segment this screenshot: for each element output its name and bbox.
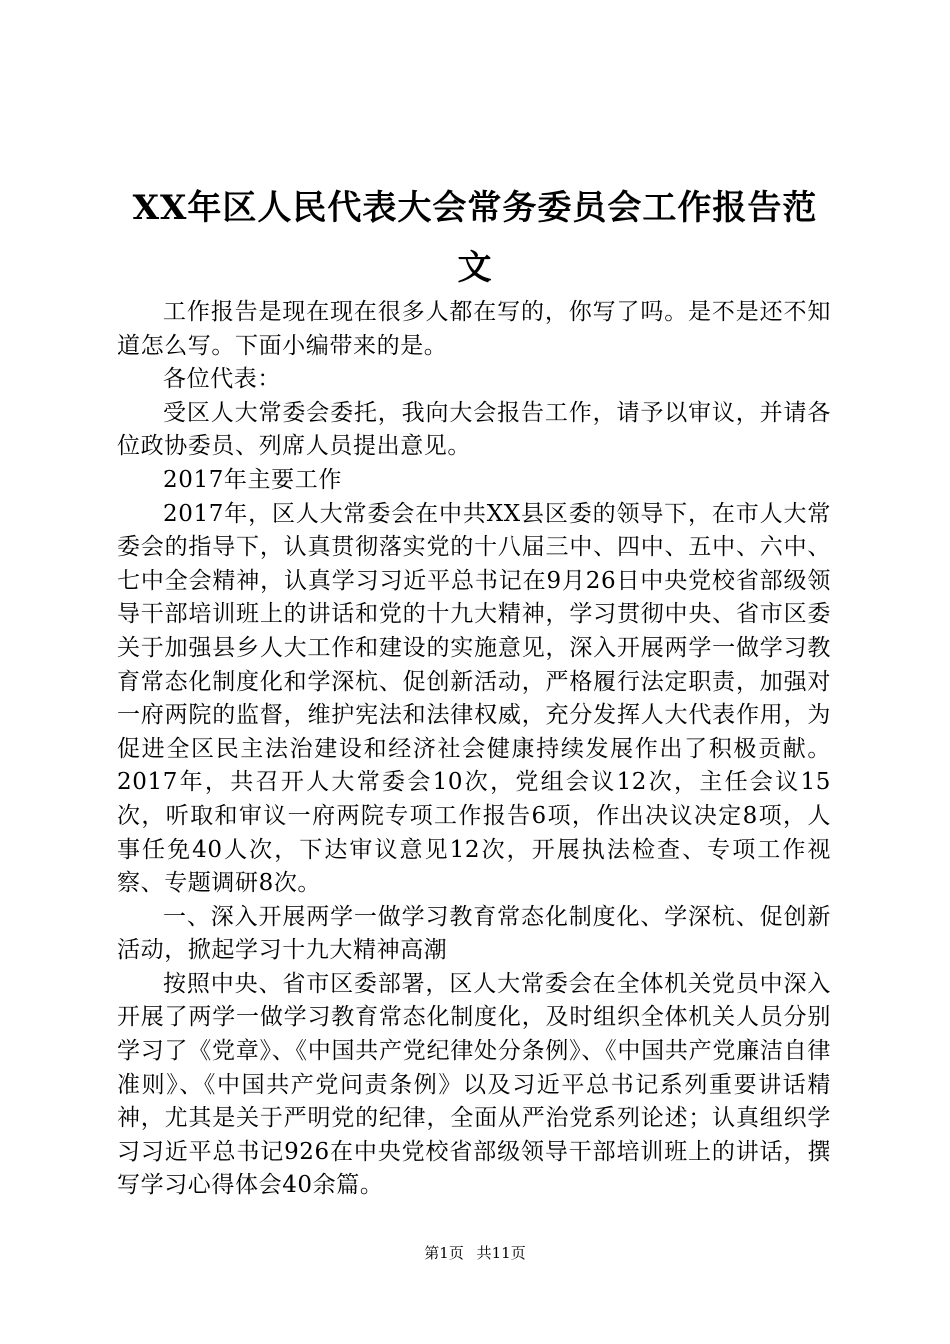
section-heading: 2017年主要工作: [163, 466, 342, 493]
page-number: 第1页: [424, 1244, 464, 1262]
salutation: 各位代表：: [163, 366, 281, 393]
intro-paragraph: 工作报告是现在现在很多人都在写的，你写了吗。是不是还不知道怎么写。下面小编带来的是。: [117, 299, 831, 359]
opening-paragraph: 受区人大常委会委托，我向大会报告工作，请予以审议，并请各位政协委员、列席人员提出意见。: [117, 399, 831, 460]
document-title: XX年区人民代表大会常务委员会工作报告范文: [132, 188, 818, 288]
summary-paragraph: 2017年，区人大常委会在中共XX县区委的领导下，在市人大常委会的指导下，认真贯彻落实党的十八届三中、四中、五中、六中、七中全会精神，认真学习习近平总书记在9月26日中央党校省部级领导干部培训班上的讲话和党的十九大精神，学习贯彻中央、省市区委关于加强县乡人大工作和建设的实施意见，深入开展两学一做学习教育常态化制度化和学深杭、促创新活动，严格履行法定职责，加强对一府两院的监督，维护宪法和法律权威，充分发挥人大代表作用，为促进全区民主法治建设和经济社会健康持续发展作出了积极贡献。2017年，共召开人大常委会10次，党组会议12次，主任会议15次，听取和审议一府两院专项工作报告6项，作出决议决定8项，人事任免40人次，下达审议意见12次，开展执法检查、专项工作视察、专题调研8次。: [117, 500, 831, 897]
study-paragraph: 按照中央、省市区委部署，区人大常委会在全体机关党员中深入开展了两学一做学习教育常态化制度化，及时组织全体机关人员分别学习了《党章》、《中国共产党纪律处分条例》、《中国共产党廉洁自律准则》、《中国共产党问责条例》以及习近平总书记系列重要讲话精神，尤其是关于严明党的纪律，全面从严治党系列论述；认真组织学习习近平总书记926在中央党校省部级领导干部培训班上的讲话，撰写学习心得体会40余篇。: [117, 970, 831, 1199]
page-footer: [0, 1243, 950, 1263]
document-body: [117, 296, 831, 1203]
page-total: 共11页: [476, 1244, 526, 1262]
subsection-heading: 一、深入开展两学一做学习教育常态化制度化、学深杭、促创新活动，掀起学习十九大精神高潮: [117, 903, 831, 964]
